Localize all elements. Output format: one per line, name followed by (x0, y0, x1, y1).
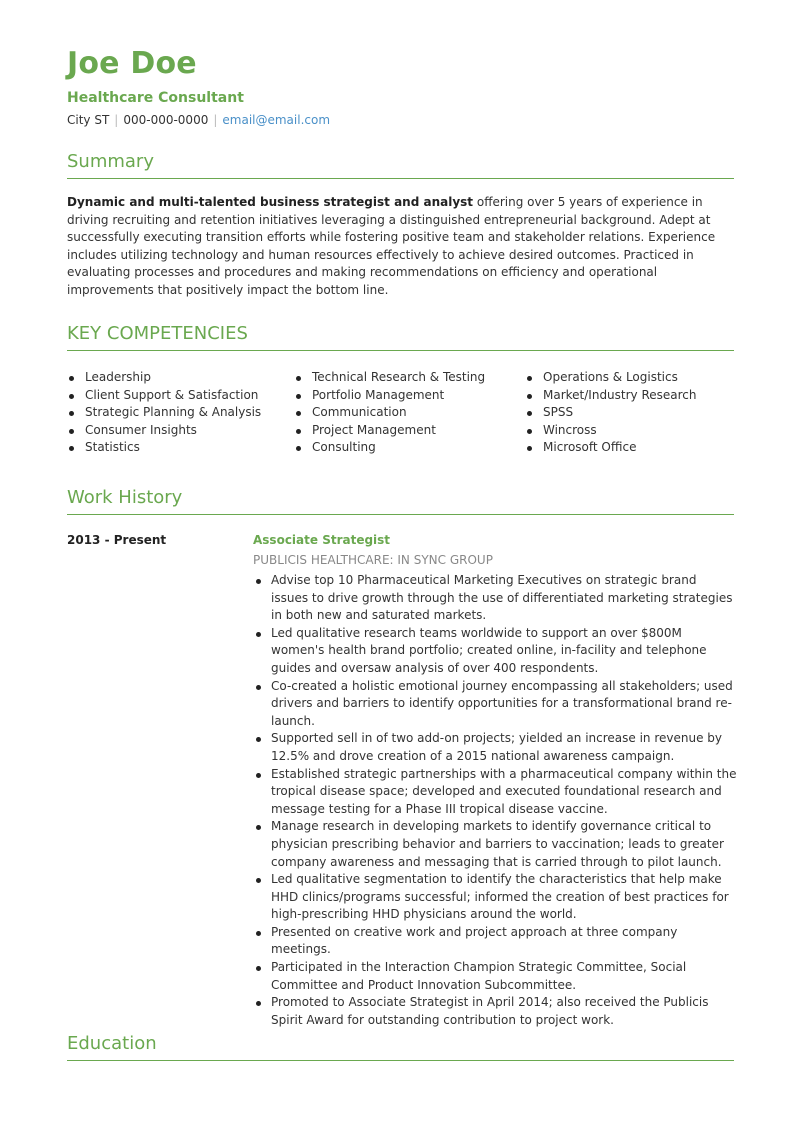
competencies-column-2 (294, 369, 485, 457)
competency-item: Client Support & Satisfaction (67, 387, 261, 405)
competency-item: Communication (294, 404, 485, 422)
summary-divider (67, 178, 734, 179)
education-heading: Education (67, 1033, 157, 1054)
competency-item: Microsoft Office (525, 439, 697, 457)
resume-page (67, 0, 737, 1133)
work-history-divider (67, 514, 734, 515)
job-bullet: Led qualitative research teams worldwide to support an over $800M women's health brand portfolio; created online, in-facility and telephone guides and oversaw analysis of over 400 respondents. (253, 625, 737, 678)
job-title: Associate Strategist (253, 533, 391, 547)
competency-item: SPSS (525, 404, 697, 422)
summary-text (67, 194, 734, 299)
competency-item: Portfolio Management (294, 387, 485, 405)
competency-item: Wincross (525, 422, 697, 440)
competency-item: Market/Industry Research (525, 387, 697, 405)
job-bullet: Established strategic partnerships with a pharmaceutical company within the tropical disease space; developed and executed foundational research and message testing for a Phase III tropical disease vaccine. (253, 766, 737, 819)
candidate-headline: Healthcare Consultant (67, 90, 244, 106)
job-dates: 2013 - Present (67, 533, 167, 547)
job-bullet: Advise top 10 Pharmaceutical Marketing Executives on strategic brand issues to drive growth through the use of differentiated marketing strategies in both new and saturated markets. (253, 572, 737, 625)
job-bullet: Presented on creative work and project approach at three company meetings. (253, 924, 737, 959)
contact-separator: | (213, 113, 218, 127)
contact-line (67, 113, 330, 127)
summary-lead: Dynamic and multi-talented business strategist and analyst (67, 195, 474, 209)
summary-heading: Summary (67, 151, 154, 172)
contact-separator: | (114, 113, 119, 127)
job-bullet-list (253, 572, 737, 1029)
competency-item: Leadership (67, 369, 261, 387)
job-bullet: Led qualitative segmentation to identify the characteristics that help make HHD clinics/programs successful; informed the creation of best practices for high-prescribing HHD physicians around the world. (253, 871, 737, 924)
contact-email-link[interactable]: email@email.com (222, 113, 331, 127)
competencies-column-1 (67, 369, 261, 457)
competency-item: Statistics (67, 439, 261, 457)
job-bullet: Supported sell in of two add-on projects; yielded an increase in revenue by 12.5% and drove creation of a 2015 national awareness campaign. (253, 730, 737, 765)
competencies-divider (67, 350, 734, 351)
competency-item: Consumer Insights (67, 422, 261, 440)
competencies-heading: KEY COMPETENCIES (67, 323, 248, 344)
summary-body: offering over 5 years of experience in driving recruiting and retention initiatives leveraging a distinguished entrepreneurial background. Adept at successfully executing transition efforts while fostering positive team and stakeholder relations. Experience includes utilizing technology and human resources effectively to achieve desired outcomes. Practiced in evaluating processes and procedures and making recommendations on efficiency and operational improvements that positively impact the bottom line. (67, 195, 716, 297)
competency-item: Project Management (294, 422, 485, 440)
contact-location: City ST (67, 113, 110, 127)
job-bullet: Co-created a holistic emotional journey encompassing all stakeholders; used drivers and barriers to identify opportunities for a transformational brand re-launch. (253, 678, 737, 731)
job-bullet: Participated in the Interaction Champion Strategic Committee, Social Committee and Product Innovation Subcommittee. (253, 959, 737, 994)
work-history-heading: Work History (67, 487, 183, 508)
candidate-name: Joe Doe (67, 46, 197, 81)
competencies-column-3 (525, 369, 697, 457)
job-bullet: Manage research in developing markets to identify governance critical to physician prescribing behavior and barriers to vaccination; leads to greater company awareness and messaging that is carried through to pilot launch. (253, 818, 737, 871)
job-bullet: Promoted to Associate Strategist in April 2014; also received the Publicis Spirit Award for outstanding contribution to project work. (253, 994, 737, 1029)
competency-item: Consulting (294, 439, 485, 457)
education-divider (67, 1060, 734, 1061)
competency-item: Operations & Logistics (525, 369, 697, 387)
competency-item: Technical Research & Testing (294, 369, 485, 387)
contact-phone: 000-000-0000 (123, 113, 209, 127)
competency-item: Strategic Planning & Analysis (67, 404, 261, 422)
job-company: PUBLICIS HEALTHCARE: IN SYNC GROUP (253, 553, 493, 567)
